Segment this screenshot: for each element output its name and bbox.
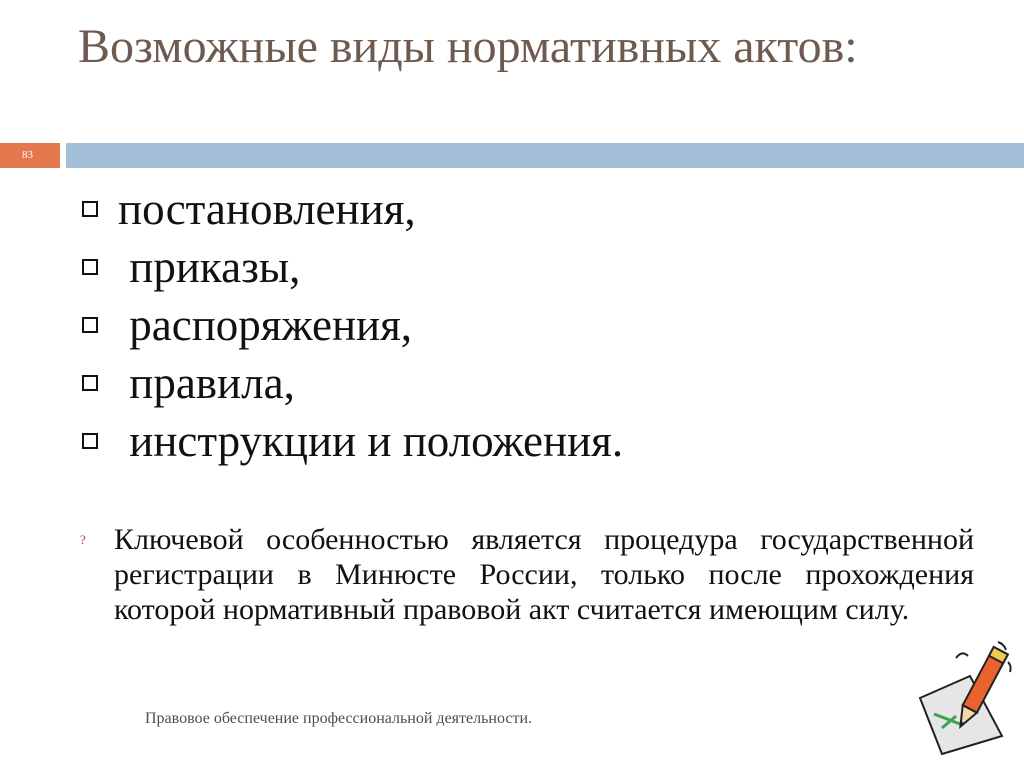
square-bullet-icon — [82, 433, 98, 449]
list-item-text: приказы, — [118, 242, 301, 292]
key-note — [80, 522, 974, 627]
square-bullet-icon — [82, 375, 98, 391]
square-bullet-icon — [82, 259, 98, 275]
square-bullet-icon — [82, 201, 98, 217]
note-marker-icon: ? — [80, 532, 86, 547]
title-rule-bar — [66, 143, 1024, 168]
list-item — [82, 354, 623, 412]
list-item-text: правила, — [118, 358, 295, 408]
footer-text: Правовое обеспечение профессиональной деятельности. — [145, 710, 533, 727]
list-item — [82, 180, 623, 238]
slide-title: Возможные виды нормативных актов: — [78, 20, 858, 73]
list-item — [82, 296, 623, 354]
note-text: Ключевой особенностью является процедура государственной регистрации в Минюсте России, только после прохождения которой нормативный правовой акт считается имеющим силу. — [114, 523, 974, 626]
square-bullet-icon — [82, 317, 98, 333]
bullet-list — [82, 180, 623, 470]
list-item-text: инструкции и положения. — [118, 416, 624, 466]
list-item — [82, 412, 623, 470]
list-item — [82, 238, 623, 296]
slide-number: 83 — [0, 143, 60, 168]
list-item-text: постановления, — [118, 184, 416, 234]
list-item-text: распоряжения, — [118, 300, 413, 350]
pencil-paper-clipart — [912, 636, 1017, 756]
